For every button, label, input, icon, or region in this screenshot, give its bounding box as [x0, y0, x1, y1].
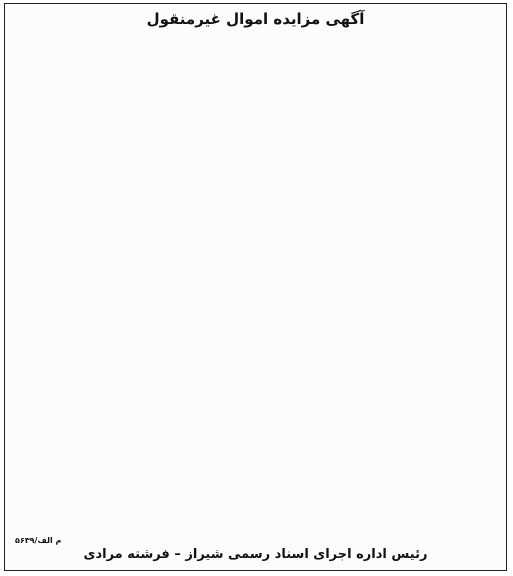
signature: رئیس اداره اجرای اسناد رسمی شیراز – فرشته مرادی [83, 547, 428, 562]
notice-title: آگهی مزایده اموال غیرمنقول [146, 10, 365, 28]
notice-footer [5, 535, 506, 567]
ad-number: ۵۶۳۹/م الف [15, 536, 62, 545]
notice-frame [4, 3, 507, 571]
notice-body [12, 33, 499, 532]
